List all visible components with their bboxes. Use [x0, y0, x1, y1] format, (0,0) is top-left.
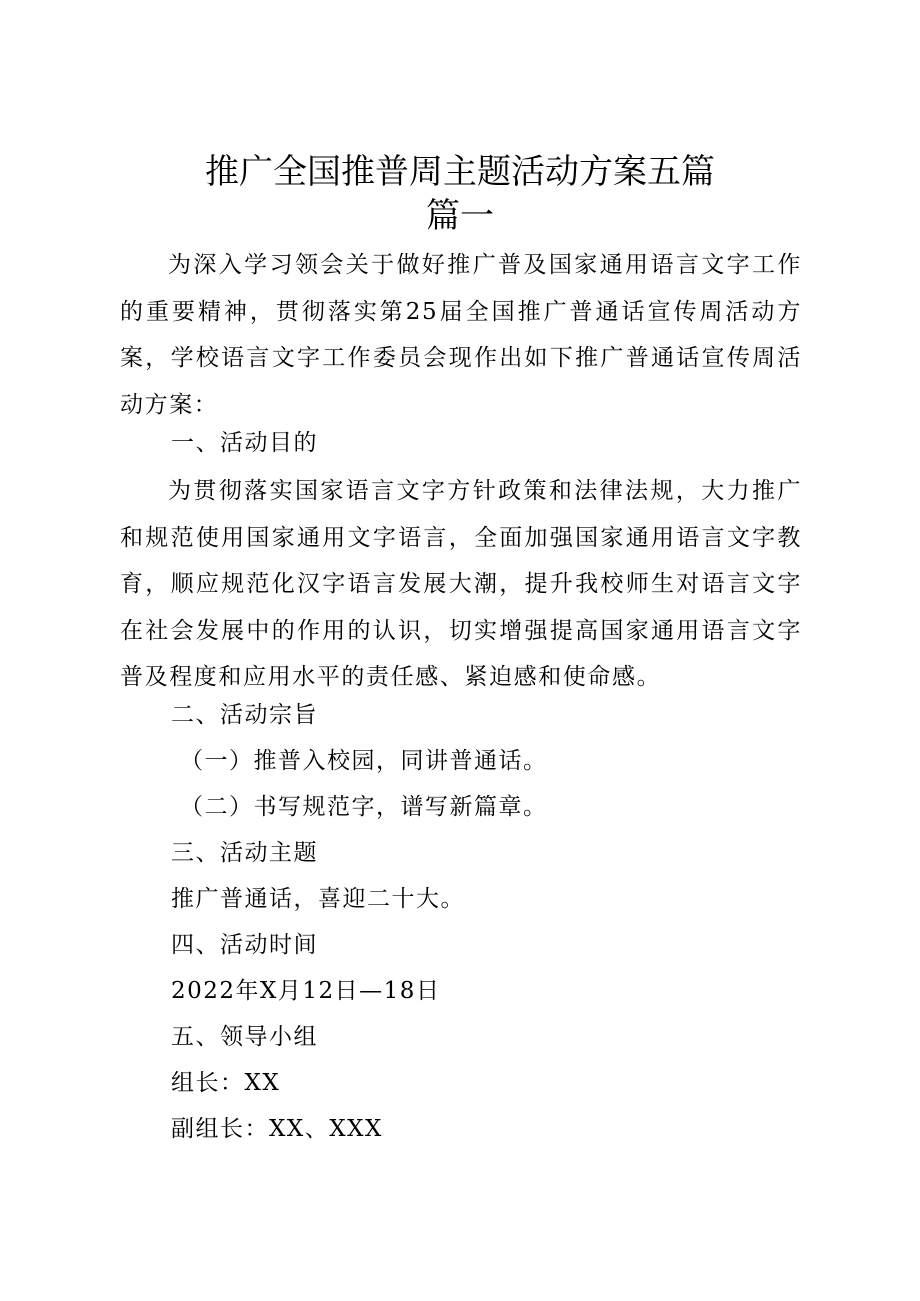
intro-paragraph: 为深入学习领会关于做好推广普及国家通用语言文字工作的重要精神，贯彻落实第25届全国推广普通话宣传周活动方案，学校语言文字工作委员会现作出如下推广普通话宣传周活动方案：	[120, 252, 802, 418]
section-4-text: 2022年X月12日—18日	[171, 978, 441, 1004]
deputy-leader-line: 副组长：XX、XXX	[171, 1116, 383, 1142]
document-title: 推广全国推普周主题活动方案五篇	[205, 152, 715, 192]
document-subtitle: 篇一	[426, 196, 494, 236]
section-3-text: 推广普通话，喜迎二十大。	[171, 886, 465, 912]
section-4-heading: 四、活动时间	[171, 932, 318, 958]
section-1-paragraph: 为贯彻落实国家语言文字方针政策和法律法规，大力推广和规范使用国家通用文字语言，全面加强国家通用语言文字教育，顺应规范化汉字语言发展大潮，提升我校师生对语言文字在社会发展中的作用的认识，切实增强提高国家通用语言文字普及程度和应用水平的责任感、紧迫感和使命感。	[120, 478, 802, 690]
section-5-heading: 五、领导小组	[171, 1024, 318, 1050]
section-3-heading: 三、活动主题	[171, 840, 318, 866]
section-2-item-2: （二）书写规范字，谱写新篇章。	[180, 794, 548, 820]
section-2-item-1: （一）推普入校园，同讲普通话。	[180, 748, 548, 774]
section-2-heading: 二、活动宗旨	[171, 702, 318, 728]
section-1-heading: 一、活动目的	[171, 430, 318, 456]
leader-line: 组长：XX	[171, 1070, 281, 1096]
